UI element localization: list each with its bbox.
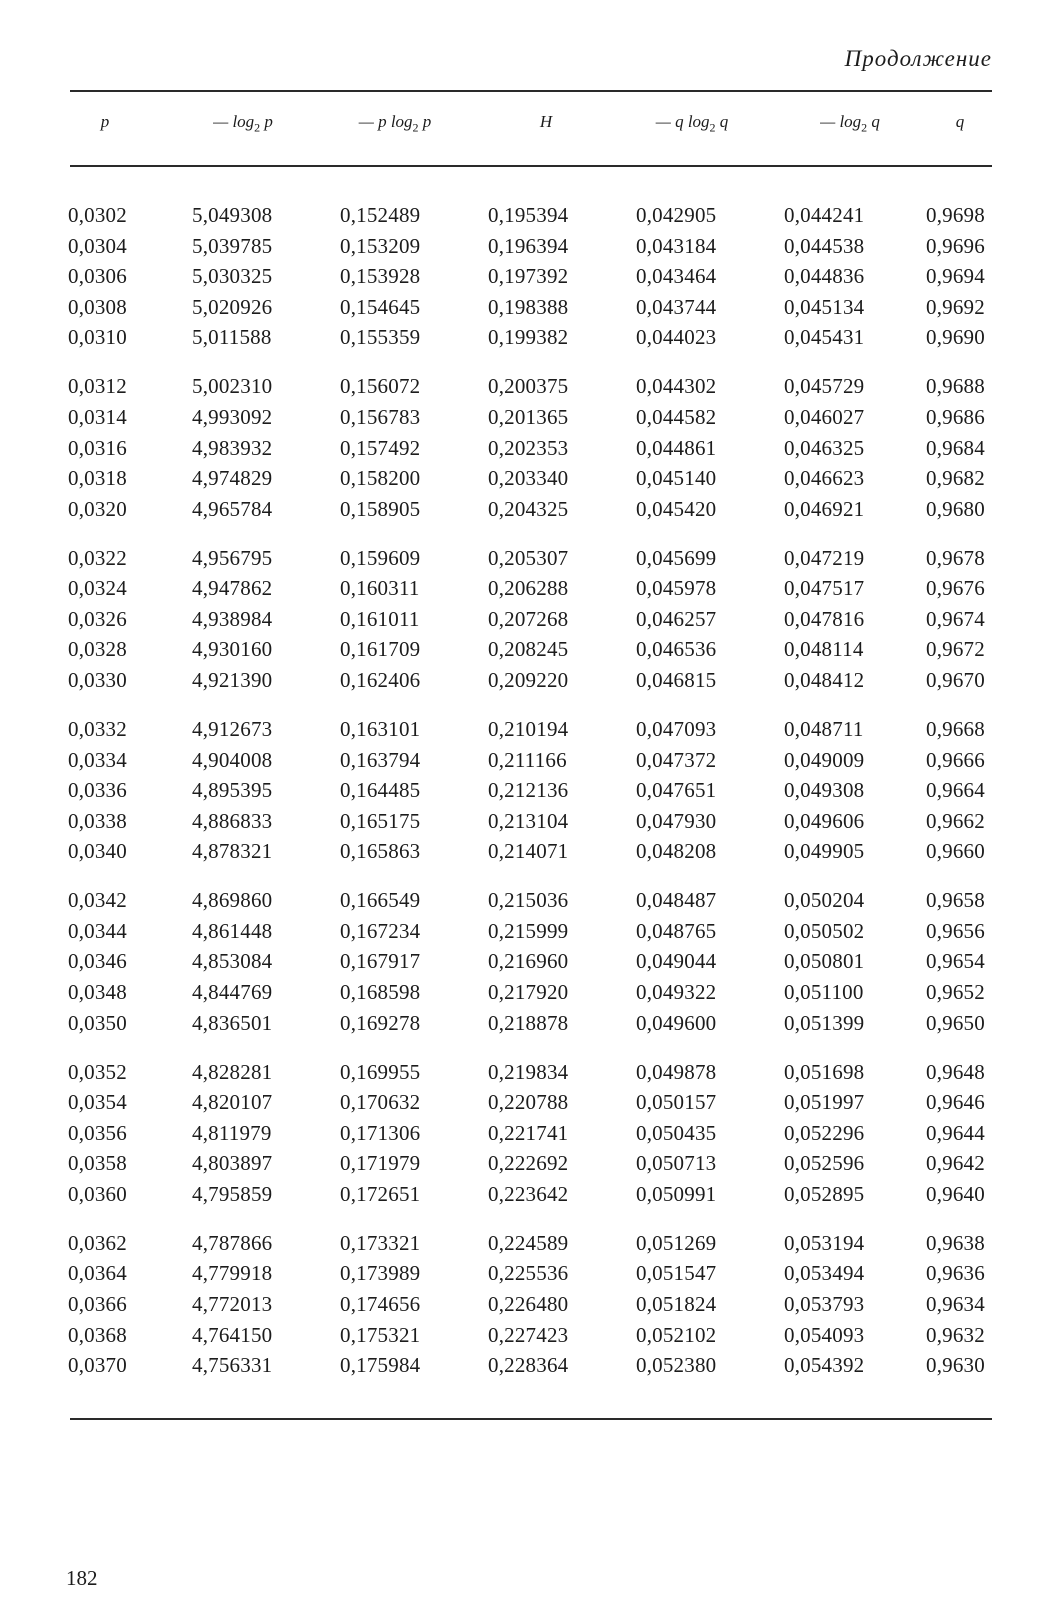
cell-q: 0,9684 [926, 435, 985, 460]
cell-q: 0,9692 [926, 294, 985, 319]
cell-q: 0,9656 [926, 918, 985, 943]
cell-p-log-p: 0,161011 [340, 606, 420, 631]
cell-q: 0,9660 [926, 839, 985, 864]
cell-neg-log-q: 0,048412 [784, 668, 865, 692]
cell-p-log-p: 0,158905 [340, 496, 421, 521]
cell-q-log-q: 0,049044 [636, 949, 717, 974]
cell-h: 0,213104 [488, 808, 569, 833]
cell-p-log-p: 0,156072 [340, 374, 421, 399]
cell-q: 0,9670 [926, 668, 985, 692]
cell-p-log-p: 0,172651 [340, 1181, 421, 1206]
cell-p-log-p: 0,167917 [340, 949, 421, 974]
cell-q: 0,9666 [926, 747, 985, 772]
cell-neg-log-p: 4,878321 [192, 839, 273, 864]
cell-neg-log-p: 5,030325 [192, 264, 273, 289]
cell-neg-log-p: 4,861448 [192, 918, 273, 943]
cell-q: 0,9678 [926, 545, 985, 570]
cell-p-log-p: 0,152489 [340, 203, 421, 227]
cell-p: 0,0344 [68, 918, 127, 943]
cell-neg-log-p: 4,947862 [192, 576, 273, 601]
cell-q-log-q: 0,044302 [636, 374, 717, 399]
cell-p: 0,0366 [68, 1292, 127, 1316]
cell-neg-log-q: 0,051698 [784, 1059, 865, 1084]
cell-h: 0,210194 [488, 716, 569, 741]
cell-p-log-p: 0,167234 [340, 918, 421, 943]
cell-q-log-q: 0,049878 [636, 1059, 717, 1084]
cell-neg-log-q: 0,051997 [784, 1090, 865, 1115]
cell-p-log-p: 0,153209 [340, 233, 421, 258]
cell-neg-log-q: 0,046921 [784, 496, 865, 521]
cell-q: 0,9658 [926, 888, 985, 913]
cell-h: 0,202353 [488, 435, 569, 460]
cell-neg-log-p: 4,836501 [192, 1010, 273, 1035]
column-header-p: p [100, 112, 110, 131]
cell-neg-log-p: 4,869860 [192, 888, 273, 913]
cell-q-log-q: 0,046536 [636, 637, 717, 662]
cell-neg-log-q: 0,047517 [784, 576, 865, 601]
cell-q: 0,9686 [926, 404, 985, 429]
cell-p: 0,0306 [68, 264, 127, 289]
cell-neg-log-q: 0,050502 [784, 918, 865, 943]
cell-p: 0,0316 [68, 435, 127, 460]
cell-h: 0,214071 [488, 839, 569, 864]
cell-q-log-q: 0,047372 [636, 747, 717, 772]
cell-p: 0,0334 [68, 747, 127, 772]
cell-neg-log-q: 0,050801 [784, 949, 865, 974]
cell-neg-log-p: 5,020926 [192, 294, 273, 319]
cell-h: 0,221741 [488, 1120, 569, 1145]
cell-h: 0,201365 [488, 404, 569, 429]
cell-q: 0,9674 [926, 606, 985, 631]
cell-p-log-p: 0,162406 [340, 668, 421, 692]
cell-p: 0,0356 [68, 1120, 127, 1145]
cell-q: 0,9688 [926, 374, 985, 399]
cell-p: 0,0354 [68, 1090, 127, 1115]
cell-p: 0,0362 [68, 1230, 127, 1255]
cell-q-log-q: 0,045140 [636, 466, 717, 491]
cell-p-log-p: 0,155359 [340, 325, 421, 350]
cell-q-log-q: 0,048765 [636, 918, 717, 943]
column-header-q-log-q: — q $\log_2 q$ [655, 112, 729, 135]
cell-neg-log-p: 4,811979 [192, 1120, 272, 1145]
cell-neg-log-p: 4,803897 [192, 1151, 273, 1176]
cell-h: 0,227423 [488, 1322, 569, 1347]
cell-neg-log-q: 0,052296 [784, 1120, 865, 1145]
cell-h: 0,216960 [488, 949, 569, 974]
cell-q: 0,9644 [926, 1120, 985, 1145]
cell-p-log-p: 0,164485 [340, 778, 421, 803]
cell-p-log-p: 0,158200 [340, 466, 421, 491]
cell-h: 0,196394 [488, 233, 569, 258]
cell-p: 0,0358 [68, 1151, 127, 1176]
cell-neg-log-q: 0,049308 [784, 778, 865, 803]
cell-neg-log-q: 0,050204 [784, 888, 865, 913]
cell-p: 0,0312 [68, 374, 127, 399]
cell-h: 0,199382 [488, 325, 569, 350]
cell-h: 0,222692 [488, 1151, 569, 1176]
cell-p-log-p: 0,157492 [340, 435, 421, 460]
cell-p: 0,0324 [68, 576, 127, 601]
cell-neg-log-p: 4,795859 [192, 1181, 273, 1206]
cell-h: 0,219834 [488, 1059, 569, 1084]
cell-neg-log-q: 0,049905 [784, 839, 865, 864]
cell-q: 0,9676 [926, 576, 985, 601]
cell-q: 0,9662 [926, 808, 985, 833]
cell-q-log-q: 0,049322 [636, 980, 717, 1004]
cell-q-log-q: 0,051824 [636, 1292, 717, 1316]
cell-neg-log-q: 0,047816 [784, 606, 865, 631]
cell-p-log-p: 0,169278 [340, 1010, 421, 1035]
cell-h: 0,195394 [488, 203, 569, 227]
cell-q: 0,9654 [926, 949, 985, 974]
cell-h: 0,217920 [488, 980, 569, 1004]
cell-neg-log-p: 4,886833 [192, 808, 273, 833]
cell-neg-log-p: 4,853084 [192, 949, 273, 974]
cell-h: 0,225536 [488, 1261, 569, 1286]
cell-neg-log-q: 0,045729 [784, 374, 865, 399]
cell-p-log-p: 0,173989 [340, 1261, 421, 1286]
cell-neg-log-p: 4,938984 [192, 606, 273, 631]
cell-p-log-p: 0,175321 [340, 1322, 421, 1347]
cell-h: 0,207268 [488, 606, 569, 631]
cell-neg-log-p: 4,844769 [192, 980, 273, 1004]
cell-h: 0,197392 [488, 264, 569, 289]
cell-h: 0,208245 [488, 637, 569, 662]
cell-q-log-q: 0,042905 [636, 203, 717, 227]
column-header-h: H [539, 112, 553, 131]
cell-q-log-q: 0,049600 [636, 1010, 717, 1035]
cell-p-log-p: 0,163794 [340, 747, 421, 772]
cell-p: 0,0304 [68, 233, 127, 258]
cell-q-log-q: 0,044023 [636, 325, 717, 350]
cell-q-log-q: 0,051547 [636, 1261, 717, 1286]
cell-neg-log-p: 4,974829 [192, 466, 273, 491]
cell-neg-log-q: 0,048114 [784, 637, 864, 662]
cell-neg-log-q: 0,049606 [784, 808, 865, 833]
cell-q: 0,9694 [926, 264, 985, 289]
cell-neg-log-q: 0,046027 [784, 404, 865, 429]
cell-q-log-q: 0,047930 [636, 808, 717, 833]
cell-neg-log-p: 4,912673 [192, 716, 273, 741]
cell-neg-log-p: 4,965784 [192, 496, 273, 521]
cell-h: 0,212136 [488, 778, 569, 803]
cell-p: 0,0330 [68, 668, 127, 692]
cell-q-log-q: 0,046815 [636, 668, 717, 692]
cell-p-log-p: 0,156783 [340, 404, 421, 429]
cell-p-log-p: 0,165175 [340, 808, 421, 833]
cell-q: 0,9650 [926, 1010, 985, 1035]
cell-p: 0,0328 [68, 637, 127, 662]
cell-neg-log-p: 4,820107 [192, 1090, 273, 1115]
cell-p: 0,0326 [68, 606, 127, 631]
cell-neg-log-p: 4,983932 [192, 435, 273, 460]
cell-neg-log-q: 0,054093 [784, 1322, 865, 1347]
column-header-q: q [955, 112, 965, 131]
cell-h: 0,220788 [488, 1090, 569, 1115]
cell-h: 0,215036 [488, 888, 569, 913]
cell-q-log-q: 0,043744 [636, 294, 717, 319]
cell-neg-log-q: 0,046623 [784, 466, 865, 491]
cell-h: 0,211166 [488, 747, 567, 772]
cell-p: 0,0322 [68, 545, 127, 570]
cell-p-log-p: 0,165863 [340, 839, 421, 864]
cell-h: 0,209220 [488, 668, 569, 692]
cell-neg-log-q: 0,052596 [784, 1151, 865, 1176]
page-number: 182 [66, 1566, 98, 1590]
cell-p: 0,0318 [68, 466, 127, 491]
cell-neg-log-q: 0,049009 [784, 747, 865, 772]
cell-q-log-q: 0,050435 [636, 1120, 717, 1145]
cell-neg-log-q: 0,045134 [784, 294, 865, 319]
cell-p: 0,0310 [68, 325, 127, 350]
cell-p-log-p: 0,169955 [340, 1059, 421, 1084]
cell-q: 0,9638 [926, 1230, 985, 1255]
cell-neg-log-p: 4,993092 [192, 404, 273, 429]
cell-h: 0,203340 [488, 466, 569, 491]
cell-q: 0,9634 [926, 1292, 985, 1316]
cell-neg-log-p: 5,039785 [192, 233, 273, 258]
cell-p: 0,0352 [68, 1059, 127, 1084]
cell-p-log-p: 0,166549 [340, 888, 421, 913]
cell-neg-log-p: 4,756331 [192, 1353, 273, 1378]
cell-neg-log-p: 4,895395 [192, 778, 273, 803]
cell-neg-log-p: 4,921390 [192, 668, 273, 692]
continued-label: Продолжение [844, 46, 992, 71]
cell-q: 0,9698 [926, 203, 985, 227]
cell-neg-log-q: 0,045431 [784, 325, 865, 350]
cell-h: 0,204325 [488, 496, 569, 521]
cell-neg-log-p: 4,764150 [192, 1322, 273, 1347]
cell-q-log-q: 0,047093 [636, 716, 717, 741]
cell-q: 0,9648 [926, 1059, 985, 1084]
cell-q-log-q: 0,047651 [636, 778, 717, 803]
cell-neg-log-q: 0,046325 [784, 435, 865, 460]
cell-q: 0,9690 [926, 325, 985, 350]
cell-q: 0,9632 [926, 1322, 985, 1347]
cell-q: 0,9646 [926, 1090, 985, 1115]
cell-h: 0,226480 [488, 1292, 569, 1316]
cell-p: 0,0360 [68, 1181, 127, 1206]
cell-p-log-p: 0,154645 [340, 294, 421, 319]
cell-p: 0,0320 [68, 496, 127, 521]
cell-p: 0,0368 [68, 1322, 127, 1347]
cell-p: 0,0336 [68, 778, 127, 803]
cell-neg-log-q: 0,052895 [784, 1181, 865, 1206]
cell-q-log-q: 0,044582 [636, 404, 717, 429]
cell-q: 0,9630 [926, 1353, 985, 1378]
cell-q-log-q: 0,052380 [636, 1353, 717, 1378]
cell-p: 0,0370 [68, 1353, 127, 1378]
cell-p-log-p: 0,171306 [340, 1120, 421, 1145]
cell-p-log-p: 0,170632 [340, 1090, 421, 1115]
cell-q: 0,9652 [926, 980, 985, 1004]
cell-neg-log-q: 0,044538 [784, 233, 865, 258]
cell-q-log-q: 0,052102 [636, 1322, 717, 1347]
cell-p: 0,0348 [68, 980, 127, 1004]
cell-q-log-q: 0,045699 [636, 545, 717, 570]
cell-q: 0,9680 [926, 496, 985, 521]
cell-q: 0,9696 [926, 233, 985, 258]
cell-p-log-p: 0,161709 [340, 637, 421, 662]
cell-neg-log-p: 4,787866 [192, 1230, 273, 1255]
cell-neg-log-p: 4,956795 [192, 545, 273, 570]
cell-q-log-q: 0,048487 [636, 888, 717, 913]
cell-neg-log-p: 4,779918 [192, 1261, 273, 1286]
cell-h: 0,218878 [488, 1010, 569, 1035]
cell-q: 0,9636 [926, 1261, 985, 1286]
cell-p: 0,0364 [68, 1261, 127, 1286]
cell-p-log-p: 0,171979 [340, 1151, 421, 1176]
cell-neg-log-q: 0,053494 [784, 1261, 865, 1286]
column-header-neg-log-p: — $\log_2 p$ [213, 112, 273, 135]
cell-p: 0,0350 [68, 1010, 127, 1035]
cell-p-log-p: 0,159609 [340, 545, 421, 570]
cell-neg-log-q: 0,053194 [784, 1230, 865, 1255]
cell-neg-log-p: 4,930160 [192, 637, 273, 662]
cell-neg-log-p: 5,002310 [192, 374, 273, 399]
cell-q-log-q: 0,048208 [636, 839, 717, 864]
cell-p-log-p: 0,174656 [340, 1292, 421, 1316]
cell-neg-log-q: 0,044241 [784, 203, 865, 227]
cell-q-log-q: 0,044861 [636, 435, 717, 460]
cell-q: 0,9642 [926, 1151, 985, 1176]
cell-q: 0,9640 [926, 1181, 985, 1206]
cell-q: 0,9682 [926, 466, 985, 491]
cell-q-log-q: 0,043184 [636, 233, 717, 258]
cell-h: 0,215999 [488, 918, 569, 943]
cell-neg-log-q: 0,048711 [784, 716, 864, 741]
cell-p-log-p: 0,163101 [340, 716, 421, 741]
cell-p: 0,0308 [68, 294, 127, 319]
cell-h: 0,206288 [488, 576, 569, 601]
cell-neg-log-q: 0,051100 [784, 980, 864, 1004]
cell-neg-log-q: 0,044836 [784, 264, 865, 289]
cell-h: 0,228364 [488, 1353, 569, 1378]
cell-h: 0,224589 [488, 1230, 569, 1255]
cell-q-log-q: 0,045420 [636, 496, 717, 521]
cell-h: 0,198388 [488, 294, 569, 319]
cell-q: 0,9672 [926, 637, 985, 662]
cell-p-log-p: 0,175984 [340, 1353, 421, 1378]
cell-p: 0,0302 [68, 203, 127, 227]
cell-neg-log-p: 4,828281 [192, 1059, 273, 1084]
cell-neg-log-q: 0,051399 [784, 1010, 865, 1035]
cell-p: 0,0346 [68, 949, 127, 974]
cell-h: 0,200375 [488, 374, 569, 399]
cell-h: 0,205307 [488, 545, 569, 570]
cell-p: 0,0314 [68, 404, 127, 429]
cell-p-log-p: 0,173321 [340, 1230, 421, 1255]
cell-p-log-p: 0,160311 [340, 576, 420, 601]
cell-neg-log-p: 4,904008 [192, 747, 273, 772]
cell-h: 0,223642 [488, 1181, 569, 1206]
cell-q-log-q: 0,050157 [636, 1090, 717, 1115]
column-header-p-log-p: — p $\log_2 p$ [358, 112, 432, 135]
cell-q-log-q: 0,045978 [636, 576, 717, 601]
table-bottom-rule [70, 1418, 992, 1420]
cell-p: 0,0332 [68, 716, 127, 741]
cell-neg-log-p: 5,049308 [192, 203, 273, 227]
cell-p-log-p: 0,153928 [340, 264, 421, 289]
cell-neg-log-q: 0,053793 [784, 1292, 865, 1316]
cell-p-log-p: 0,168598 [340, 980, 421, 1004]
cell-p: 0,0340 [68, 839, 127, 864]
cell-neg-log-q: 0,054392 [784, 1353, 865, 1378]
cell-q-log-q: 0,046257 [636, 606, 717, 631]
cell-p: 0,0338 [68, 808, 127, 833]
cell-neg-log-p: 5,011588 [192, 325, 272, 350]
cell-neg-log-p: 4,772013 [192, 1292, 273, 1316]
cell-q-log-q: 0,050713 [636, 1151, 717, 1176]
cell-q-log-q: 0,043464 [636, 264, 717, 289]
cell-neg-log-q: 0,047219 [784, 545, 865, 570]
column-header-neg-log-q: — $\log_2 q$ [820, 112, 880, 135]
cell-q-log-q: 0,050991 [636, 1181, 717, 1206]
cell-q: 0,9668 [926, 716, 985, 741]
cell-q: 0,9664 [926, 778, 985, 803]
cell-p: 0,0342 [68, 888, 127, 913]
cell-q-log-q: 0,051269 [636, 1230, 717, 1255]
